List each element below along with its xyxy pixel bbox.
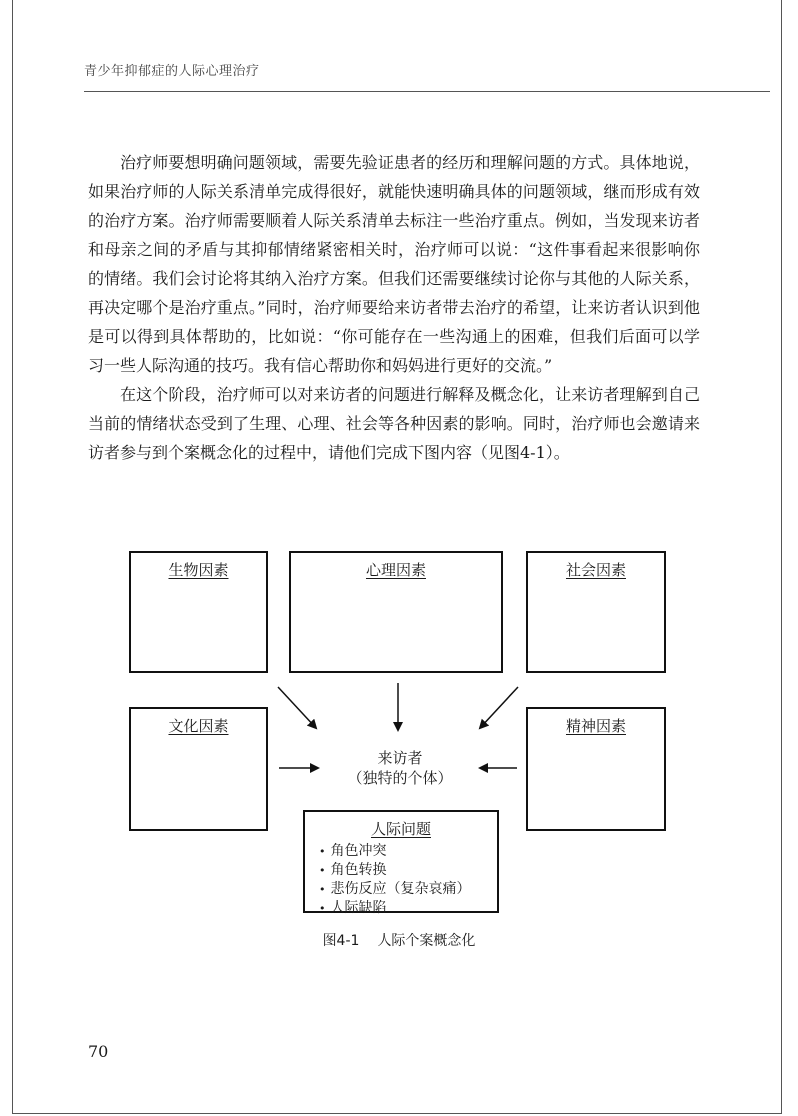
client-label-line: 来访者 bbox=[377, 749, 423, 767]
biological-factors-box bbox=[129, 551, 268, 673]
paragraph: 在这个阶段，治疗师可以对来访者的问题进行解释及概念化，让来访者理解到自己当前的情绪状态受到了生理、心理、社会等各种因素的影响。同时，治疗师也会邀请来访者参与到个案概念化的过程中，请他们完成下图内容（见图4-1）。 bbox=[88, 385, 700, 462]
interpersonal-problems-box bbox=[303, 810, 499, 916]
cultural-factors-box bbox=[129, 707, 268, 831]
list-item: • 悲伤反应（复杂哀痛） bbox=[319, 880, 471, 899]
list-item: • 角色转换 bbox=[319, 861, 471, 880]
paragraph: 治疗师要想明确问题领域，需要先验证患者的经历和理解问题的方式。具体地说，如果治疗师的人际关系清单完成得很好，就能快速明确具体的问题领域，继而形成有效的治疗方案。治疗师需要顺着人际关系清单去标注一些治疗重点。例如，当发现来访者和母亲之间的矛盾与其抑郁情绪紧密相关时，治疗师可以说：“这件事看起来很影响你的情绪。我们会讨论将其纳入治疗方案。但我们还需要继续讨论你与其他的人际关系，再决定哪个是治疗重点。”同时，治疗师要给来访者带去治疗的希望，让来访者认识到他是可以得到具体帮助的，比如说：“你可能存在一些沟通上的困难，但我们后面可以学习一些人际沟通的技巧。我有信心帮助你和妈妈进行更好的交流。” bbox=[88, 153, 700, 375]
running-header: 青少年抑郁症的人际心理治疗 bbox=[84, 64, 260, 79]
client-label-line: （独特的个体） bbox=[347, 769, 453, 787]
box-title: 社会因素 bbox=[565, 561, 626, 579]
figure-title: 人际个案概念化 bbox=[377, 933, 476, 949]
body-text bbox=[88, 148, 700, 467]
list-item: • 角色冲突 bbox=[319, 842, 471, 861]
page-number: 70 bbox=[88, 1042, 109, 1061]
box-title: 心理因素 bbox=[365, 561, 426, 579]
box-title: 精神因素 bbox=[565, 717, 626, 735]
box-title: 文化因素 bbox=[168, 717, 229, 735]
box-title: 生物因素 bbox=[168, 561, 229, 579]
social-factors-box bbox=[526, 551, 666, 673]
header-rule bbox=[84, 91, 770, 92]
psychological-factors-box bbox=[289, 551, 503, 673]
box-title: 人际问题 bbox=[370, 820, 431, 838]
spiritual-factors-box bbox=[526, 707, 666, 831]
list-item: • 人际缺陷 bbox=[319, 899, 471, 918]
interpersonal-problems-list bbox=[319, 842, 471, 918]
figure-number: 图4-1 bbox=[322, 933, 360, 949]
